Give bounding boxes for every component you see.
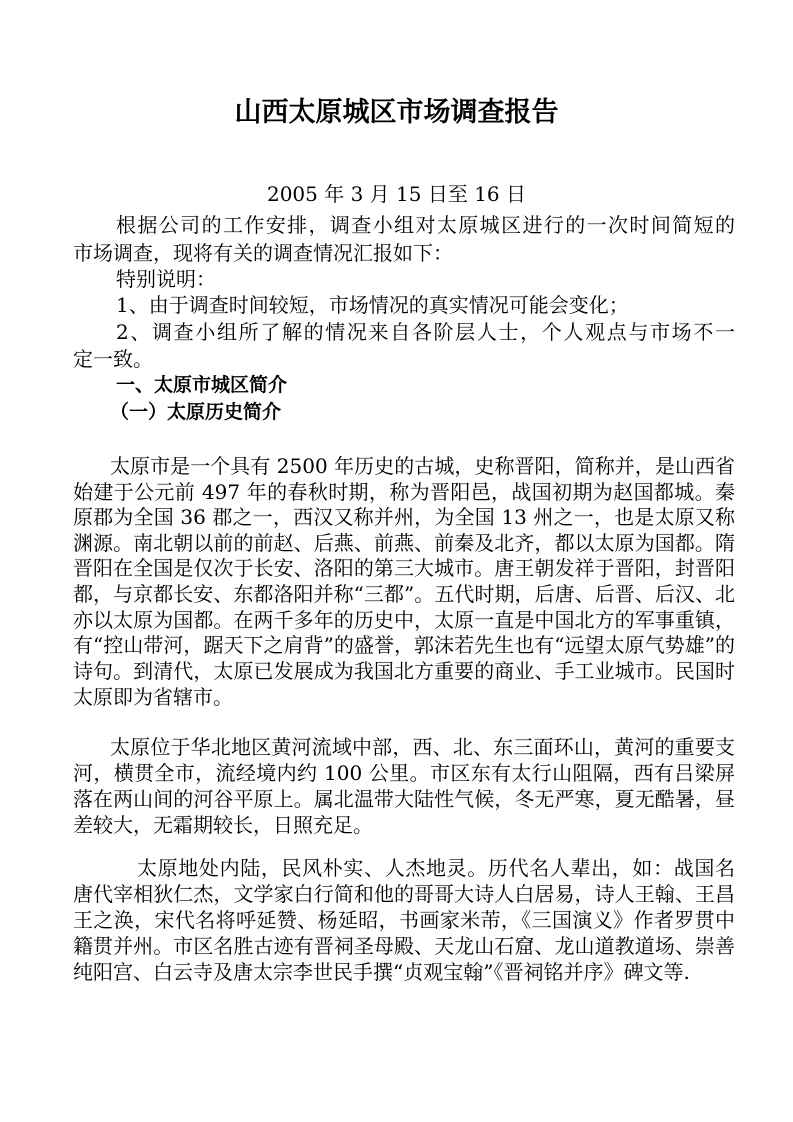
history-line: 始建于公元前 497 年的春秋时期，称为晋阳邑，战国初期为赵国都城。秦 [73, 480, 735, 504]
history-line: 原郡为全国 36 郡之一，西汉又称并州，为全国 13 州之一，也是太原又称 [73, 505, 735, 529]
geography-line: 落在两山间的河谷平原上。属北温带大陆性气候，冬无严寒，夏无酷暑，昼 [73, 787, 735, 811]
history-line: 渊源。南北朝以前的前赵、后燕、前燕、前秦及北齐，都以太原为国都。隋 [73, 531, 735, 555]
intro-line: 市场调查，现将有关的调查情况汇报如下： [73, 241, 453, 265]
report-date: 2005 年 3 月 15 日至 16 日 [266, 182, 527, 206]
intro-line: 1、由于调查时间较短，市场情况的真实情况可能会变化； [116, 293, 629, 317]
people-line: 唐代宰相狄仁杰，文学家白行简和他的哥哥大诗人白居易，诗人王翰、王昌 [73, 882, 735, 906]
intro-line: 2、调查小组所了解的情况来自各阶层人士，个人观点与市场不一 [116, 320, 735, 344]
geography-line: 太原位于华北地区黄河流域中部，西、北、东三面环山，黄河的重要支 [110, 735, 735, 759]
geography-line: 差较大，无霜期较长，日照充足。 [73, 813, 373, 837]
history-line: 都，与京都长安、东都洛阳并称“三都”。五代时期，后唐、后晋、后汉、北 [73, 582, 735, 606]
history-line: 亦以太原为国都。在两千多年的历史中，太原一直是中国北方的军事重镇， [73, 608, 735, 632]
intro-line: 定一致。 [73, 347, 153, 371]
subsection-heading: （一）太原历史简介 [110, 401, 282, 423]
history-line: 太原即为省辖市。 [73, 685, 233, 709]
document-title: 山西太原城区市场调查报告 [234, 97, 559, 128]
history-line: 诗句。到清代，太原已发展成为我国北方重要的商业、手工业城市。民国时 [73, 659, 735, 683]
people-line: 籍贯并州。市区名胜古迹有晋祠圣母殿、天龙山石窟、龙山道教道场、崇善 [73, 934, 735, 958]
people-line: 太原地处内陆，民风朴实、人杰地灵。历代名人辈出，如：战国名 [137, 856, 735, 880]
history-line: 有“控山带河，踞天下之肩背”的盛誉，郭沫若先生也有“远望太原气势雄”的 [73, 633, 735, 657]
intro-line: 根据公司的工作安排，调查小组对太原城区进行的一次时间简短的 [116, 213, 735, 237]
history-line: 太原市是一个具有 2500 年历史的古城，史称晋阳，简称并，是山西省 [110, 454, 735, 478]
people-line: 纯阳宫、白云寺及唐太宗李世民手撰“贞观宝翰”《晋祠铭并序》碑文等. [73, 960, 690, 984]
intro-line: 特别说明： [116, 267, 216, 291]
section-heading: 一、太原市城区简介 [116, 374, 288, 396]
people-line: 王之涣，宋代名将呼延赞、杨延昭，书画家米芾，《三国演义》作者罗贯中 [73, 908, 735, 932]
history-line: 晋阳在全国是仅次于长安、洛阳的第三大城市。唐王朝发祥于晋阳，封晋阳 [73, 556, 735, 580]
geography-line: 河，横贯全市，流经境内约 100 公里。市区东有太行山阻隔，西有吕梁屏 [73, 761, 735, 785]
